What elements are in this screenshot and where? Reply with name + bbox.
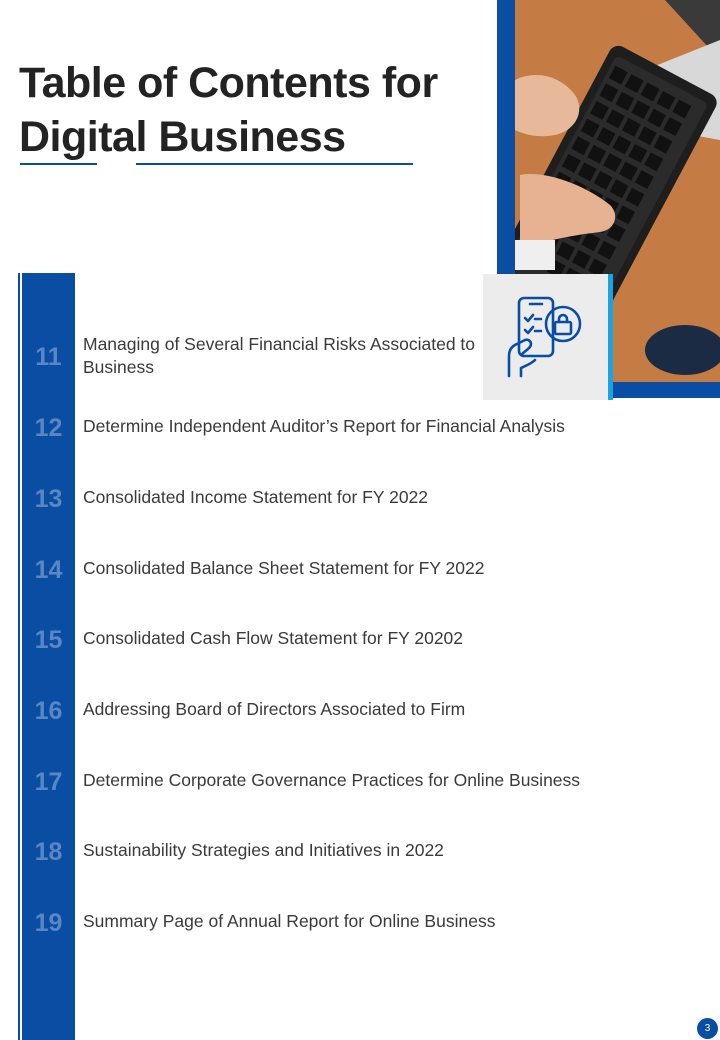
toc-item-12[interactable]	[0, 413, 640, 473]
toc-item-16[interactable]	[0, 696, 640, 756]
toc-text: Addressing Board of Directors Associated to Firm	[83, 699, 466, 719]
toc-text: Consolidated Balance Sheet Statement for FY 2022	[83, 558, 485, 578]
toc-text: Consolidated Income Statement for FY 2022	[83, 487, 429, 507]
toc-number: 16	[34, 697, 63, 725]
title-line-1: Table of Contents for	[19, 59, 438, 107]
toc-number: 18	[34, 838, 63, 866]
toc-number: 12	[34, 414, 63, 442]
toc-item-11[interactable]	[0, 333, 640, 393]
toc-item-18[interactable]	[0, 837, 640, 897]
toc-text: Determine Independent Auditor’s Report for Financial Analysis	[83, 416, 565, 436]
page-number-badge: 3	[697, 1018, 718, 1039]
toc-number: 11	[35, 343, 62, 371]
toc-text: Sustainability Strategies and Initiatives in 2022	[83, 840, 444, 860]
toc-text: Managing of Several Financial Risks Associated to Business	[83, 334, 476, 377]
toc-number: 19	[34, 909, 63, 937]
title-underline-short	[20, 163, 97, 165]
toc-item-19[interactable]	[0, 908, 640, 968]
toc-item-15[interactable]	[0, 625, 640, 685]
title-underline-long	[136, 163, 413, 165]
title-line-2: Digital Business	[19, 113, 346, 161]
toc-text: Summary Page of Annual Report for Online Business	[83, 911, 496, 931]
toc-number: 14	[34, 556, 63, 584]
toc-number: 13	[34, 485, 63, 513]
toc-text: Consolidated Cash Flow Statement for FY 20202	[83, 628, 464, 648]
toc-number: 15	[34, 626, 63, 654]
toc-text: Determine Corporate Governance Practices for Online Business	[83, 770, 581, 790]
page-title	[19, 56, 438, 164]
toc-number: 17	[34, 768, 63, 796]
toc-item-14[interactable]	[0, 555, 640, 615]
toc-item-13[interactable]	[0, 484, 640, 544]
toc-item-17[interactable]	[0, 767, 640, 827]
